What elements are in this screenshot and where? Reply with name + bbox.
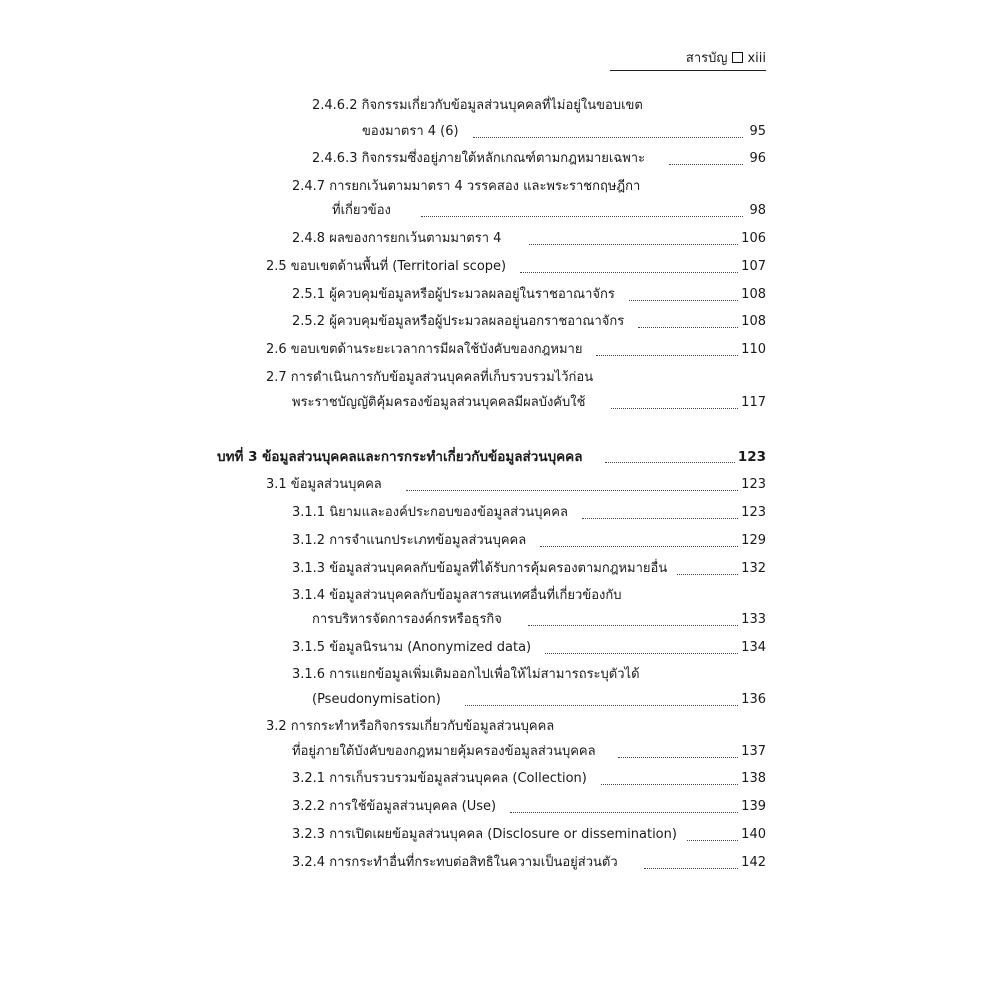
toc-page-number: 96 (749, 151, 766, 166)
toc-entry-2-7 (292, 393, 766, 413)
toc-page-number: 95 (749, 124, 766, 139)
toc-entry-2-4-6-2 (362, 122, 766, 142)
toc-entry-text: (Pseudonymisation) (312, 692, 441, 707)
toc-entry-text: 3.1 ข้อมูลส่วนบุคคล (266, 477, 382, 492)
toc-entry-3-2 (292, 742, 766, 762)
toc-entry-text: 2.6 ขอบเขตด้านระยะเวลาการมีผลใช้บังคับของกฎหมาย (266, 342, 583, 357)
toc-entry-text: 2.4.8 ผลของการยกเว้นตามมาตรา 4 (292, 231, 502, 246)
toc-page-number: 108 (741, 287, 766, 302)
toc-page-number: 107 (741, 259, 766, 274)
toc-entry-2-4-6-3 (312, 149, 766, 169)
toc-entry-3-1-1 (292, 503, 766, 523)
toc-entry-3-1-6-line1: 3.1.6 การแยกข้อมูลเพิ่มเติมออกไปเพื่อให้ไม่สามารถระบุตัวได้ (292, 667, 640, 682)
dot-leader (540, 545, 738, 547)
dot-leader (638, 326, 738, 328)
toc-page-number: 123 (741, 505, 766, 520)
toc-entry-text: พระราชบัญญัติคุ้มครองข้อมูลส่วนบุคคลมีผลบังคับใช้ (292, 395, 586, 410)
dot-leader (618, 756, 739, 758)
toc-page-number: 136 (741, 692, 766, 707)
running-header (610, 50, 766, 71)
dot-leader (465, 704, 738, 706)
toc-page-number: 117 (741, 395, 766, 410)
toc-entry-text: 3.2.1 การเก็บรวบรวมข้อมูลส่วนบุคคล (Collection) (292, 771, 587, 786)
dot-leader (529, 243, 738, 245)
toc-entry-text: 3.1.2 การจำแนกประเภทข้อมูลส่วนบุคคล (292, 533, 527, 548)
dot-leader (582, 517, 738, 519)
toc-entry-text: ที่อยู่ภายใต้บังคับของกฎหมายคุ้มครองข้อมูลส่วนบุคคล (292, 744, 596, 759)
dot-leader (545, 652, 738, 654)
toc-entry-text: 3.2.3 การเปิดเผยข้อมูลส่วนบุคคล (Disclosure or dissemination) (292, 827, 677, 842)
toc-entry-3-1-6 (312, 690, 766, 710)
toc-entry-text: 2.5.1 ผู้ควบคุมข้อมูลหรือผู้ประมวลผลอยู่ในราชอาณาจักร (292, 287, 615, 302)
toc-page-number: 129 (741, 533, 766, 548)
toc-entry-2-4-8 (292, 229, 766, 249)
toc-page-number: 132 (741, 561, 766, 576)
toc-entry-3-1 (266, 475, 766, 495)
toc-entry-3-2-line1: 3.2 การกระทำหรือกิจกรรมเกี่ยวกับข้อมูลส่วนบุคคล (266, 719, 555, 734)
toc-entry-text: 3.2.2 การใช้ข้อมูลส่วนบุคคล (Use) (292, 799, 497, 814)
toc-entry-2-5 (266, 257, 766, 277)
dot-leader (473, 136, 743, 138)
toc-chapter-text: บทที่ 3 ข้อมูลส่วนบุคคลและการกระทำเกี่ยวกับข้อมูลส่วนบุคคล (217, 449, 583, 465)
toc-entry-text: 2.5 ขอบเขตด้านพื้นที่ (Territorial scope) (266, 259, 507, 274)
toc-entry-2-4-7 (332, 201, 766, 221)
header-page-number: xiii (747, 51, 766, 66)
dot-leader (611, 407, 738, 409)
toc-entry-2-5-2 (292, 312, 766, 332)
toc-page-number: 139 (741, 799, 766, 814)
toc-entry-3-1-3 (292, 559, 766, 579)
toc-page-number: 134 (741, 640, 766, 655)
dot-leader (406, 489, 738, 491)
toc-entry-2-7-line1: 2.7 การดำเนินการกับข้อมูลส่วนบุคคลที่เก็บรวบรวมไว้ก่อน (266, 370, 594, 385)
toc-entry-3-2-4 (292, 853, 766, 873)
toc-entry-text: 3.1.5 ข้อมูลนิรนาม (Anonymized data) (292, 640, 532, 655)
toc-entry-text: การบริหารจัดการองค์กรหรือธุรกิจ (312, 612, 502, 627)
dot-leader (677, 573, 738, 575)
toc-entry-3-1-4 (312, 610, 766, 630)
toc-entry-2-4-6-2-line1: 2.4.6.2 กิจกรรมเกี่ยวกับข้อมูลส่วนบุคคลที่ไม่อยู่ในขอบเขต (312, 98, 643, 113)
toc-entry-text: 2.4.6.3 กิจกรรมซึ่งอยู่ภายใต้หลักเกณฑ์ตามกฎหมายเฉพาะ (312, 151, 646, 166)
toc-page-number: 110 (741, 342, 766, 357)
toc-page-number: 133 (741, 612, 766, 627)
toc-page-number: 123 (737, 449, 766, 465)
dot-leader (605, 461, 735, 463)
toc-entry-text: 3.2.4 การกระทำอื่นที่กระทบต่อสิทธิในความเป็นอยู่ส่วนตัว (292, 855, 618, 870)
dot-leader (687, 839, 738, 841)
toc-page-number: 106 (741, 231, 766, 246)
square-bullet-icon (732, 52, 743, 63)
toc-entry-3-1-4-line1: 3.1.4 ข้อมูลส่วนบุคคลกับข้อมูลสารสนเทศอื่นที่เกี่ยวข้องกับ (292, 588, 622, 603)
toc-entry-2-5-1 (292, 285, 766, 305)
toc-entry-text: 3.1.1 นิยามและองค์ประกอบของข้อมูลส่วนบุคคล (292, 505, 568, 520)
toc-entry-3-2-1 (292, 769, 766, 789)
toc-entry-3-1-5 (292, 638, 766, 658)
toc-entry-text: ที่เกี่ยวข้อง (332, 203, 391, 218)
header-title: สารบัญ (685, 51, 728, 66)
toc-entry-2-4-7-line1: 2.4.7 การยกเว้นตามมาตรา 4 วรรคสอง และพระราชกฤษฎีกา (292, 179, 641, 194)
toc-page-number: 98 (749, 203, 766, 218)
toc-entry-2-6 (266, 340, 766, 360)
dot-leader (669, 163, 743, 165)
toc-entry-text: 3.1.3 ข้อมูลส่วนบุคคลกับข้อมูลที่ได้รับการคุ้มครองตามกฎหมายอื่น (292, 561, 668, 576)
toc-page-number: 140 (741, 827, 766, 842)
dot-leader (596, 354, 738, 356)
dot-leader (510, 811, 738, 813)
toc-entry-3-2-2 (292, 797, 766, 817)
dot-leader (520, 271, 738, 273)
toc-entry-3-1-2 (292, 531, 766, 551)
toc-chapter-3 (217, 447, 766, 467)
toc-entry-text: 2.5.2 ผู้ควบคุมข้อมูลหรือผู้ประมวลผลอยู่นอกราชอาณาจักร (292, 314, 625, 329)
dot-leader (629, 299, 738, 301)
toc-page-number: 142 (741, 855, 766, 870)
dot-leader (601, 783, 738, 785)
dot-leader (644, 867, 739, 869)
dot-leader (528, 624, 738, 626)
dot-leader (421, 215, 743, 217)
toc-page-number: 108 (741, 314, 766, 329)
toc-page-number: 138 (741, 771, 766, 786)
toc-entry-text: ของมาตรา 4 (6) (362, 124, 459, 139)
toc-page-number: 123 (741, 477, 766, 492)
toc-page-number: 137 (741, 744, 766, 759)
toc-entry-3-2-3 (292, 825, 766, 845)
